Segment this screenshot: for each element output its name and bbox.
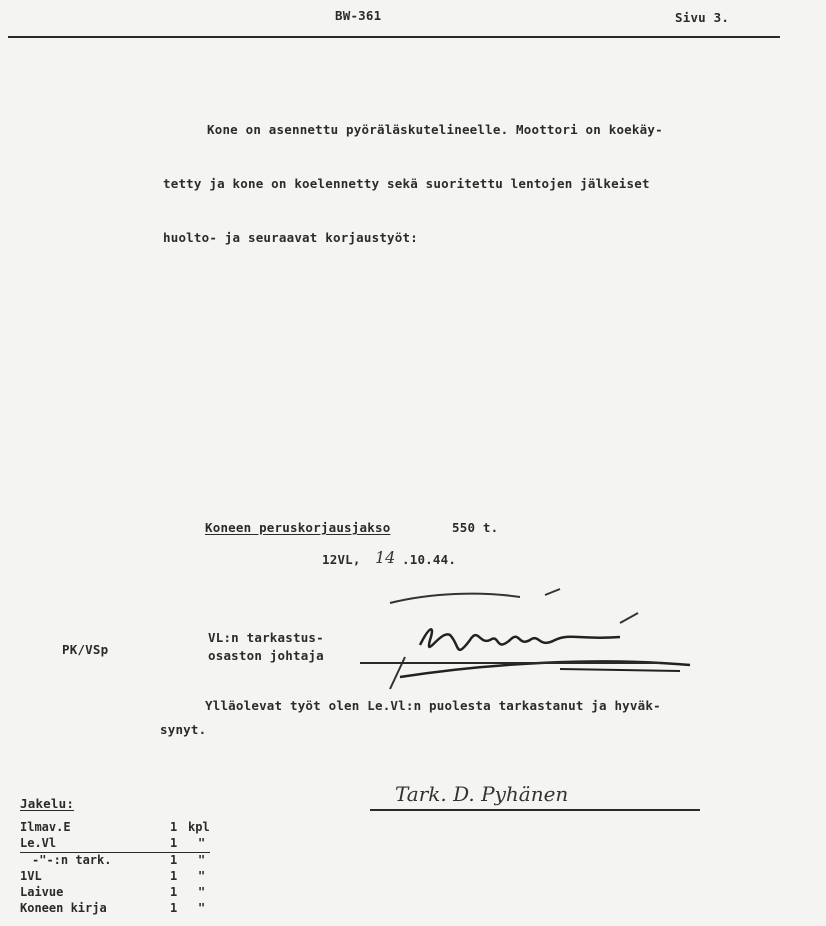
list-item	[20, 820, 210, 836]
distribution-heading: Jakelu:	[20, 796, 75, 811]
distribution-qty: 1	[170, 853, 178, 867]
list-item	[20, 836, 210, 853]
distribution-unit: "	[198, 869, 206, 883]
approval-line-1: Ylläolevat työt olen Le.Vl:n puolesta tarkastanut ja hyväk-	[205, 698, 661, 713]
intro-paragraph	[163, 88, 663, 280]
distribution-list	[20, 820, 210, 917]
distribution-qty: 1	[170, 836, 178, 850]
distribution-unit: "	[198, 836, 206, 850]
distribution-qty: 1	[170, 885, 178, 899]
distribution-unit: "	[198, 853, 206, 867]
signatory-title-line-1: VL:n tarkastus-	[208, 630, 324, 645]
distribution-unit: kpl	[188, 820, 210, 834]
doc-code: BW-361	[335, 8, 382, 23]
list-item	[20, 885, 210, 901]
distribution-qty: 1	[170, 820, 178, 834]
distribution-qty: 1	[170, 901, 178, 915]
place-date-rest: .10.44.	[402, 552, 457, 567]
distribution-recipient: Ilmav.E	[20, 820, 71, 834]
distribution-recipient: Le.Vl	[20, 836, 57, 850]
signature-rule	[360, 662, 660, 664]
list-item	[20, 869, 210, 885]
approval-line-2: synyt.	[160, 722, 207, 737]
paragraph-line-1: Kone on asennettu pyöräläskutelineelle. Moottori on koekäy-	[207, 122, 663, 137]
inspector-signature: Tark. D. Pyhänen	[395, 782, 569, 806]
distribution-recipient: Koneen kirja	[20, 901, 107, 915]
distribution-unit: "	[198, 901, 206, 915]
inspector-signature-rule	[370, 809, 700, 811]
signatory-title-line-2: osaston johtaja	[208, 648, 324, 663]
list-item	[20, 901, 210, 917]
handwritten-signature	[360, 585, 700, 695]
overhaul-label: Koneen peruskorjausjakso	[205, 520, 391, 535]
distribution-recipient: Laivue	[20, 885, 64, 899]
header-rule	[8, 36, 780, 38]
paragraph-line-3: huolto- ja seuraavat korjaustyöt:	[163, 230, 418, 245]
overhaul-value: 550 t.	[452, 520, 499, 535]
distribution-unit: "	[198, 885, 206, 899]
distribution-recipient: -"-:n tark.	[32, 853, 112, 867]
reference-code: PK/VSp	[62, 642, 109, 657]
distribution-qty: 1	[170, 869, 178, 883]
list-item	[20, 853, 210, 869]
distribution-recipient: 1VL	[20, 869, 42, 883]
place-date-prefix: 12VL,	[322, 552, 361, 567]
paragraph-line-2: tetty ja kone on koelennetty sekä suoritettu lentojen jälkeiset	[163, 176, 650, 191]
page-label: Sivu 3.	[675, 10, 730, 25]
place-date-day: 14	[375, 548, 396, 567]
